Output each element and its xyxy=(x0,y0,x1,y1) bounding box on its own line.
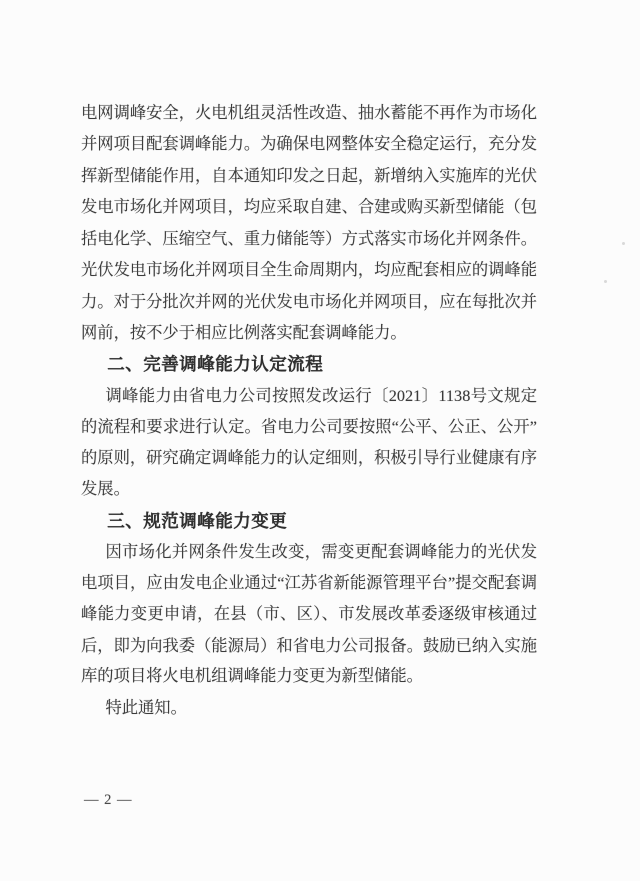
text-line: 挥新型储能作用，自本通知印发之日起，新增纳入实施库的光伏 xyxy=(81,166,537,185)
text-line: 后，即为向我委（能源局）和省电力公司报备。鼓励已纳入实施 xyxy=(81,636,537,655)
text-line: 调峰能力由省电力公司按照发改运行〔2021〕1138号文规定 xyxy=(105,386,537,405)
text-line: 特此通知。 xyxy=(105,698,187,717)
text-line: 光伏发电市场化并网项目全生命周期内，均应配套相应的调峰能 xyxy=(81,260,537,279)
text-line: 电网调峰安全，火电机组灵活性改造、抽水蓄能不再作为市场化 xyxy=(81,103,537,122)
text-line: 的流程和要求进行认定。省电力公司要按照“公平、公正、公开” xyxy=(81,417,537,436)
text-line: 电项目，应由发电企业通过“江苏省新能源管理平台”提交配套调 xyxy=(81,573,537,592)
text-line: 因市场化并网条件发生改变，需变更配套调峰能力的光伏发 xyxy=(105,542,537,561)
text-line: 网前，按不少于相应比例落实配套调峰能力。 xyxy=(81,323,407,342)
section-heading: 三、规范调峰能力变更 xyxy=(107,511,288,531)
scan-speck xyxy=(622,242,625,245)
section-heading: 二、完善调峰能力认定流程 xyxy=(107,354,324,374)
text-line: 并网项目配套调峰能力。为确保电网整体安全稳定运行，充分发 xyxy=(81,134,537,153)
text-line: 发展。 xyxy=(81,479,130,498)
text-line: 库的项目将火电机组调峰能力变更为新型储能。 xyxy=(81,666,423,685)
scan-speck xyxy=(604,280,607,283)
text-line: 的原则，研究确定调峰能力的认定细则，积极引导行业健康有序 xyxy=(81,448,537,467)
document-body xyxy=(81,0,537,881)
text-line: 力。对于分批次并网的光伏发电市场化并网项目，应在每批次并 xyxy=(81,292,537,311)
text-line: 峰能力变更申请，在县（市、区）、市发展改革委逐级审核通过 xyxy=(81,604,537,623)
text-line: 括电化学、压缩空气、重力储能等）方式落实市场化并网条件。 xyxy=(81,229,537,248)
text-line: 发电市场化并网项目，均应采取自建、合建或购买新型储能（包 xyxy=(81,197,537,216)
page-number: — 2 — xyxy=(84,792,133,808)
